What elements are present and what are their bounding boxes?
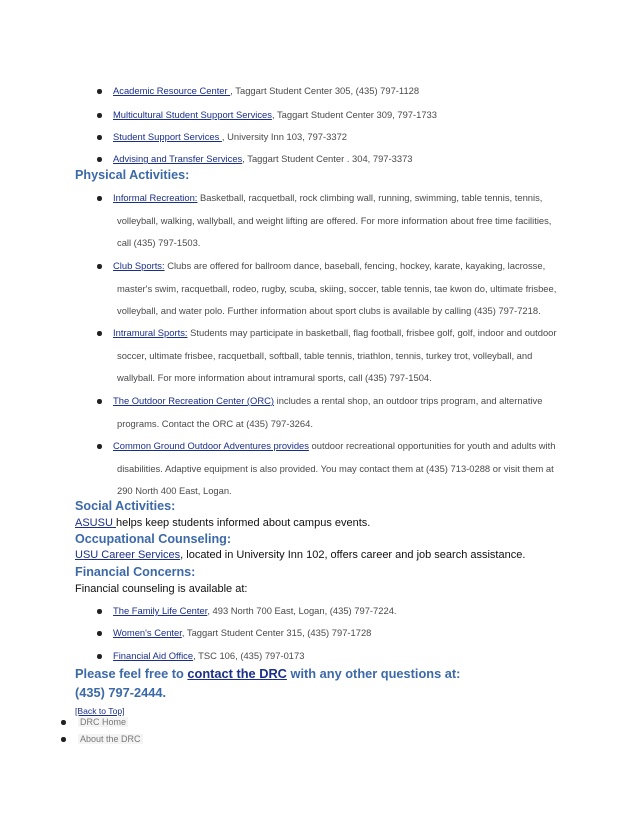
closing-post: with any other questions at: — [286, 666, 461, 681]
bullet-icon — [97, 444, 102, 449]
list-item-text: wallyball. For more information about intramural sports, call (435) 797-1504. — [117, 372, 432, 383]
list-item — [113, 80, 568, 103]
financial-concerns-heading: Financial Concerns: — [75, 565, 196, 579]
social-activities-heading: Social Activities: — [75, 499, 176, 513]
bullet-icon — [97, 196, 102, 201]
academic-resource-center-link[interactable]: Academic Resource Center — [113, 85, 231, 96]
bullet-icon — [97, 609, 102, 614]
list-item-text: 290 North 400 East, Logan. — [117, 485, 232, 496]
list-item — [113, 622, 568, 645]
list-item — [113, 255, 568, 323]
list-item-text: , TSC 106, (435) 797-0173 — [193, 650, 305, 661]
list-item — [113, 390, 568, 435]
contact-drc-link[interactable]: contact the DRC — [187, 666, 287, 681]
list-item-text: , University Inn 103, 797-3372 — [221, 131, 347, 142]
list-item-text: programs. Contact the ORC at (435) 797-3264. — [117, 417, 313, 429]
multicultural-services-link[interactable]: Multicultural Student Support Services — [113, 109, 272, 120]
list-item — [113, 187, 568, 255]
social-paragraph — [75, 517, 370, 529]
list-item-text: Students may participate in basketball, flag football, frisbee golf, golf, indoor and outdoor — [187, 327, 557, 338]
list-item-text: volleyball, walking, wallyball, and weight lifting are offered. For more information about free time facilities, — [117, 214, 552, 226]
list-item-text: , Taggart Student Center . 304, 797-3373 — [242, 153, 413, 164]
occupational-text: , located in University Inn 102, offers career and job search assistance. — [180, 549, 526, 561]
list-item — [113, 126, 568, 149]
bullet-icon — [97, 399, 102, 404]
informal-recreation-link[interactable]: Informal Recreation: — [113, 192, 198, 203]
list-item — [113, 600, 568, 623]
occupational-paragraph — [75, 549, 525, 561]
list-item-text: soccer, ultimate frisbee, racquetball, softball, table tennis, triathlon, tennis, turkey trot, volleyball, and — [117, 349, 533, 361]
list-item-text: Basketball, racquetball, rock climbing wall, running, swimming, table tennis, tennis, — [197, 192, 543, 203]
common-ground-link[interactable]: Common Ground Outdoor Adventures provides — [113, 440, 309, 451]
career-services-link[interactable]: USU Career Services — [75, 549, 181, 561]
list-item-text: includes a rental shop, an outdoor trips program, and alternative — [274, 395, 543, 406]
bullet-icon — [97, 631, 102, 636]
list-item — [113, 645, 568, 668]
list-item — [113, 435, 568, 503]
bullet-icon — [61, 737, 66, 742]
back-to-top-anchor[interactable]: [Back to Top] — [75, 706, 125, 716]
outdoor-recreation-center-link[interactable]: The Outdoor Recreation Center (ORC) — [113, 395, 275, 406]
bullet-icon — [97, 135, 102, 140]
nav-about-drc[interactable]: About the DRC — [80, 734, 141, 744]
list-item-text: Clubs are offered for ballroom dance, baseball, fencing, hockey, karate, kayaking, lacrosse, — [164, 260, 546, 271]
family-life-center-link[interactable]: The Family Life Center — [113, 605, 208, 616]
drc-phone: (435) 797-2444. — [75, 685, 167, 700]
bullet-icon — [97, 113, 102, 118]
bullet-icon — [97, 331, 102, 336]
bullet-icon — [97, 654, 102, 659]
club-sports-link[interactable]: Club Sports: — [113, 260, 165, 271]
list-item-text: , 493 North 700 East, Logan, (435) 797-7224. — [207, 605, 397, 616]
student-support-services-link[interactable]: Student Support Services — [113, 131, 222, 142]
closing-pre: Please feel free to — [75, 666, 188, 681]
nav-drc-home[interactable]: DRC Home — [80, 717, 127, 727]
list-item-text: outdoor recreational opportunities for youth and adults with — [308, 440, 556, 451]
list-item-text: disabilities. Adaptive equipment is also provided. You may contact them at (435) 713-0288 or visit them at — [117, 462, 554, 474]
bullet-icon — [61, 720, 66, 725]
contact-drc-line — [75, 666, 460, 681]
asusu-link[interactable]: ASUSU — [75, 517, 116, 529]
social-text: helps keep students informed about campus events. — [115, 517, 371, 529]
list-item-text: , Taggart Student Center 305, (435) 797-1128 — [230, 85, 420, 96]
list-item-text: , Taggart Student Center 309, 797-1733 — [271, 109, 437, 120]
occupational-counseling-heading: Occupational Counseling: — [75, 532, 232, 546]
physical-activities-heading: Physical Activities: — [75, 168, 190, 182]
womens-center-link[interactable]: Women's Center — [113, 627, 182, 638]
list-item-text: master's swim, racquetball, rodeo, rugby, scuba, skiing, soccer, table tennis, tae kwon do, ultimate frisbee, — [117, 282, 557, 294]
financial-intro: Financial counseling is available at: — [75, 583, 248, 595]
list-item-text: volleyball, and water polo. Further information about sport clubs is available by calling (435) 797-7218. — [117, 305, 541, 316]
advising-transfer-link[interactable]: Advising and Transfer Services — [113, 153, 243, 164]
bullet-icon — [97, 89, 102, 94]
list-item — [113, 322, 568, 390]
financial-aid-office-link[interactable]: Financial Aid Office — [113, 650, 194, 661]
list-item-text: call (435) 797-1503. — [117, 237, 201, 248]
back-to-top-link[interactable] — [75, 706, 125, 716]
bullet-icon — [97, 264, 102, 269]
list-item — [113, 104, 568, 127]
bullet-icon — [97, 157, 102, 162]
list-item-text: , Taggart Student Center 315, (435) 797-1728 — [181, 627, 372, 638]
intramural-sports-link[interactable]: Intramural Sports: — [113, 327, 188, 338]
